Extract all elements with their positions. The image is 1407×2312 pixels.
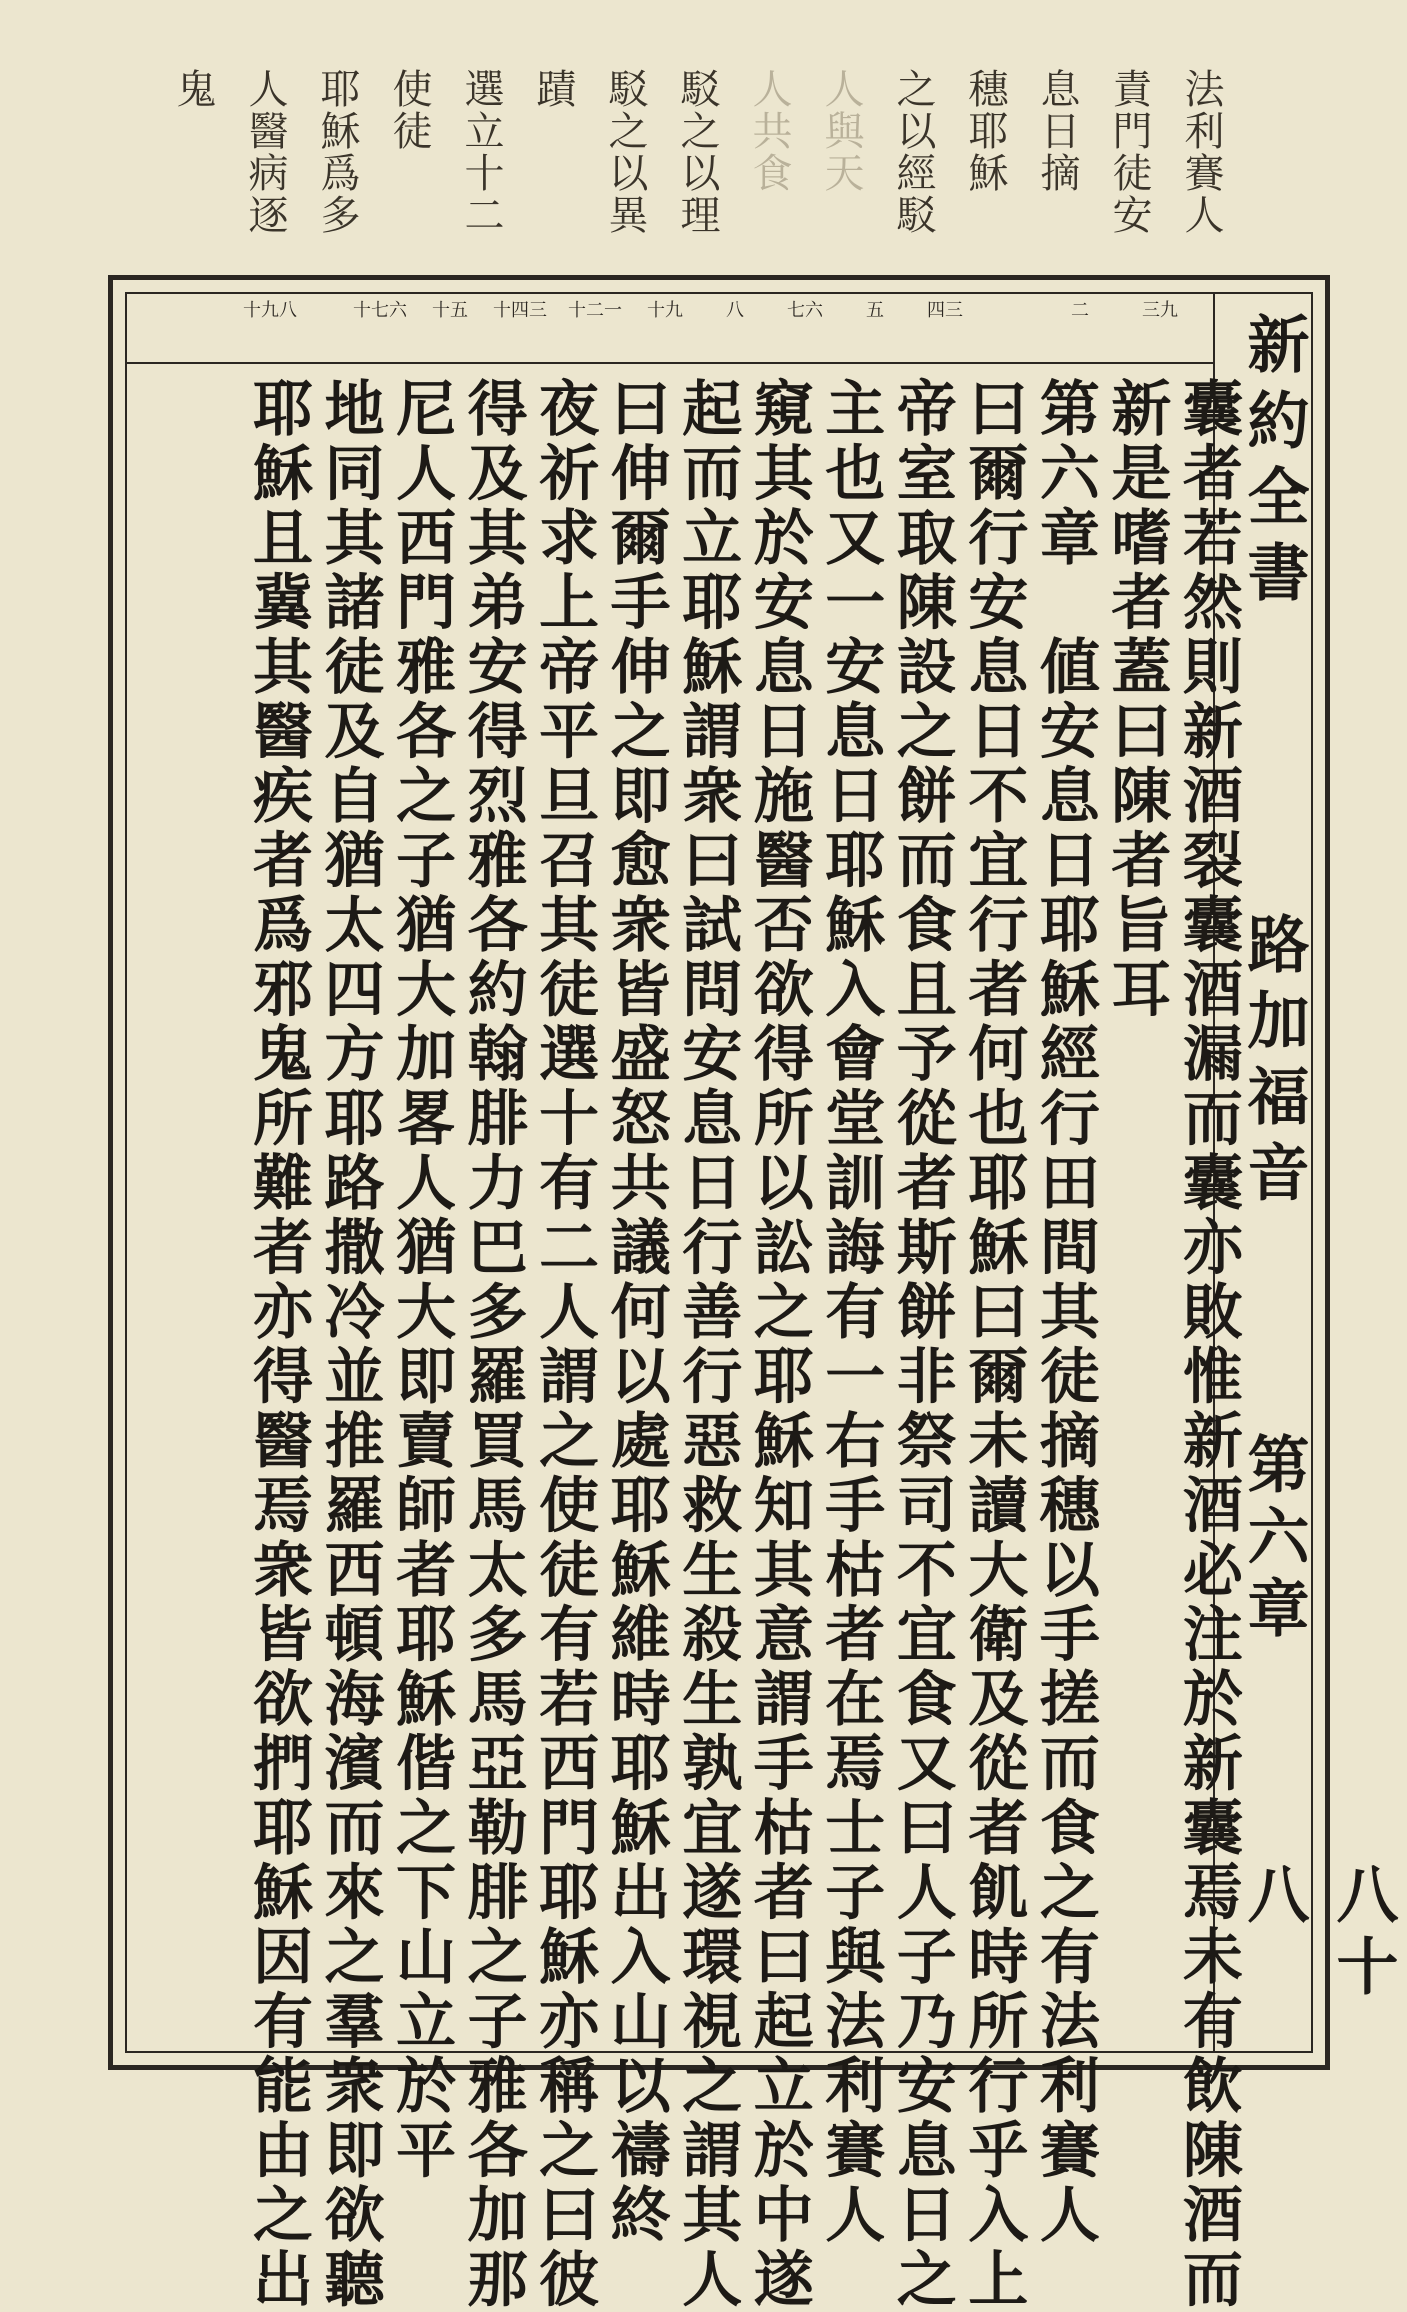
verse-number: 十九: [647, 300, 683, 321]
verse-number-band: [125, 292, 1215, 364]
verse-number: 十四三: [493, 300, 547, 321]
text-column: 主也又一安息日耶穌入會堂訓誨有一右手枯者在焉士子與法利賽人: [815, 377, 886, 2248]
section-note: 使徒: [386, 68, 432, 152]
verse-number: 四三: [927, 300, 963, 321]
section-note: 息日摘: [1034, 68, 1080, 194]
chapter-label: 第六章: [1237, 1432, 1310, 1648]
section-note: 鬼: [170, 68, 216, 110]
section-note: 穗耶穌: [962, 68, 1008, 194]
scripture-body: [243, 377, 1243, 2312]
verse-number: 十二一: [568, 300, 622, 321]
section-note: 耶穌爲多: [314, 68, 360, 236]
verse-number: 七六: [787, 300, 823, 321]
page-number: 八十八: [1237, 1862, 1399, 2006]
text-column: 新是嗜者蓋曰陳者旨耳: [1101, 377, 1172, 1022]
section-note: 人醫病逐: [242, 68, 288, 236]
text-column: 耶穌且冀其醫疾者爲邪鬼所難者亦得醫焉衆皆欲捫耶穌因有能由之出: [243, 377, 313, 2312]
section-note: 法利賽人: [1178, 68, 1224, 236]
book-collection-title: 新約全書: [1237, 312, 1310, 616]
text-column: 夜祈求上帝平旦召其徒選十有二人謂之使徒有若西門耶穌亦稱之曰彼: [529, 377, 600, 2312]
section-note-bleedthrough: 人共食: [746, 68, 792, 194]
text-column: 帝室取陳設之餅而食且予從者斯餅非祭司不宜食又曰人子乃安息日之: [886, 377, 957, 2312]
section-notes: [150, 68, 1230, 268]
verse-number: 八: [726, 300, 744, 321]
text-column: 窺其於安息日施醫否欲得所以訟之耶穌知其意謂手枯者曰起立於中遂: [743, 377, 814, 2312]
text-column: 曰伸爾手伸之即愈衆皆盛怒共議何以處耶穌維時耶穌出入山以禱終: [600, 377, 671, 2248]
text-column: 得及其弟安得烈雅各約翰腓力巴多羅買馬太多馬亞勒腓之子雅各加那: [457, 377, 528, 2312]
book-title: 路加福音: [1237, 912, 1310, 1216]
text-column: 囊者若然則新酒裂囊酒漏而囊亦敗惟新酒必注於新囊焉未有飲陳酒而: [1172, 377, 1243, 2312]
section-note: 駁之以理: [674, 68, 720, 236]
text-column: 尼人西門雅各之子猶大加畧人猶大即賣師者耶穌偕之下山立於平: [386, 377, 457, 2183]
section-note: 蹟: [530, 68, 576, 110]
text-column: 曰爾行安息日不宜行者何也耶穌曰爾未讀大衛及從者飢時所行乎入上: [958, 377, 1029, 2312]
verse-number: 二: [1071, 300, 1089, 321]
chapter-heading-column: 第六章 値安息日耶穌經行田間其徒摘穗以手搓而食之有法利賽人: [1029, 377, 1100, 2248]
text-column: 地同其諸徒及自猶太四方耶路撒冷並推羅西頓海濱而來之羣衆即欲聽: [314, 377, 385, 2312]
text-frame: [108, 275, 1399, 2312]
verse-number: 十七六: [353, 300, 407, 321]
section-note: 責門徒安: [1106, 68, 1152, 236]
section-note-bleedthrough: 人與天: [818, 68, 864, 194]
verse-number: 十五: [432, 300, 468, 321]
text-column: 起而立耶穌謂衆曰試問安息日行善行惡救生殺生孰宜遂環視之謂其人: [672, 377, 743, 2312]
section-note: 選立十二: [458, 68, 504, 236]
section-note: 之以經駁: [890, 68, 936, 236]
section-note: 駁之以異: [602, 68, 648, 236]
verse-number: 五: [866, 300, 884, 321]
verse-number: 十九八: [243, 300, 297, 321]
verse-number: 三九: [1142, 300, 1178, 321]
